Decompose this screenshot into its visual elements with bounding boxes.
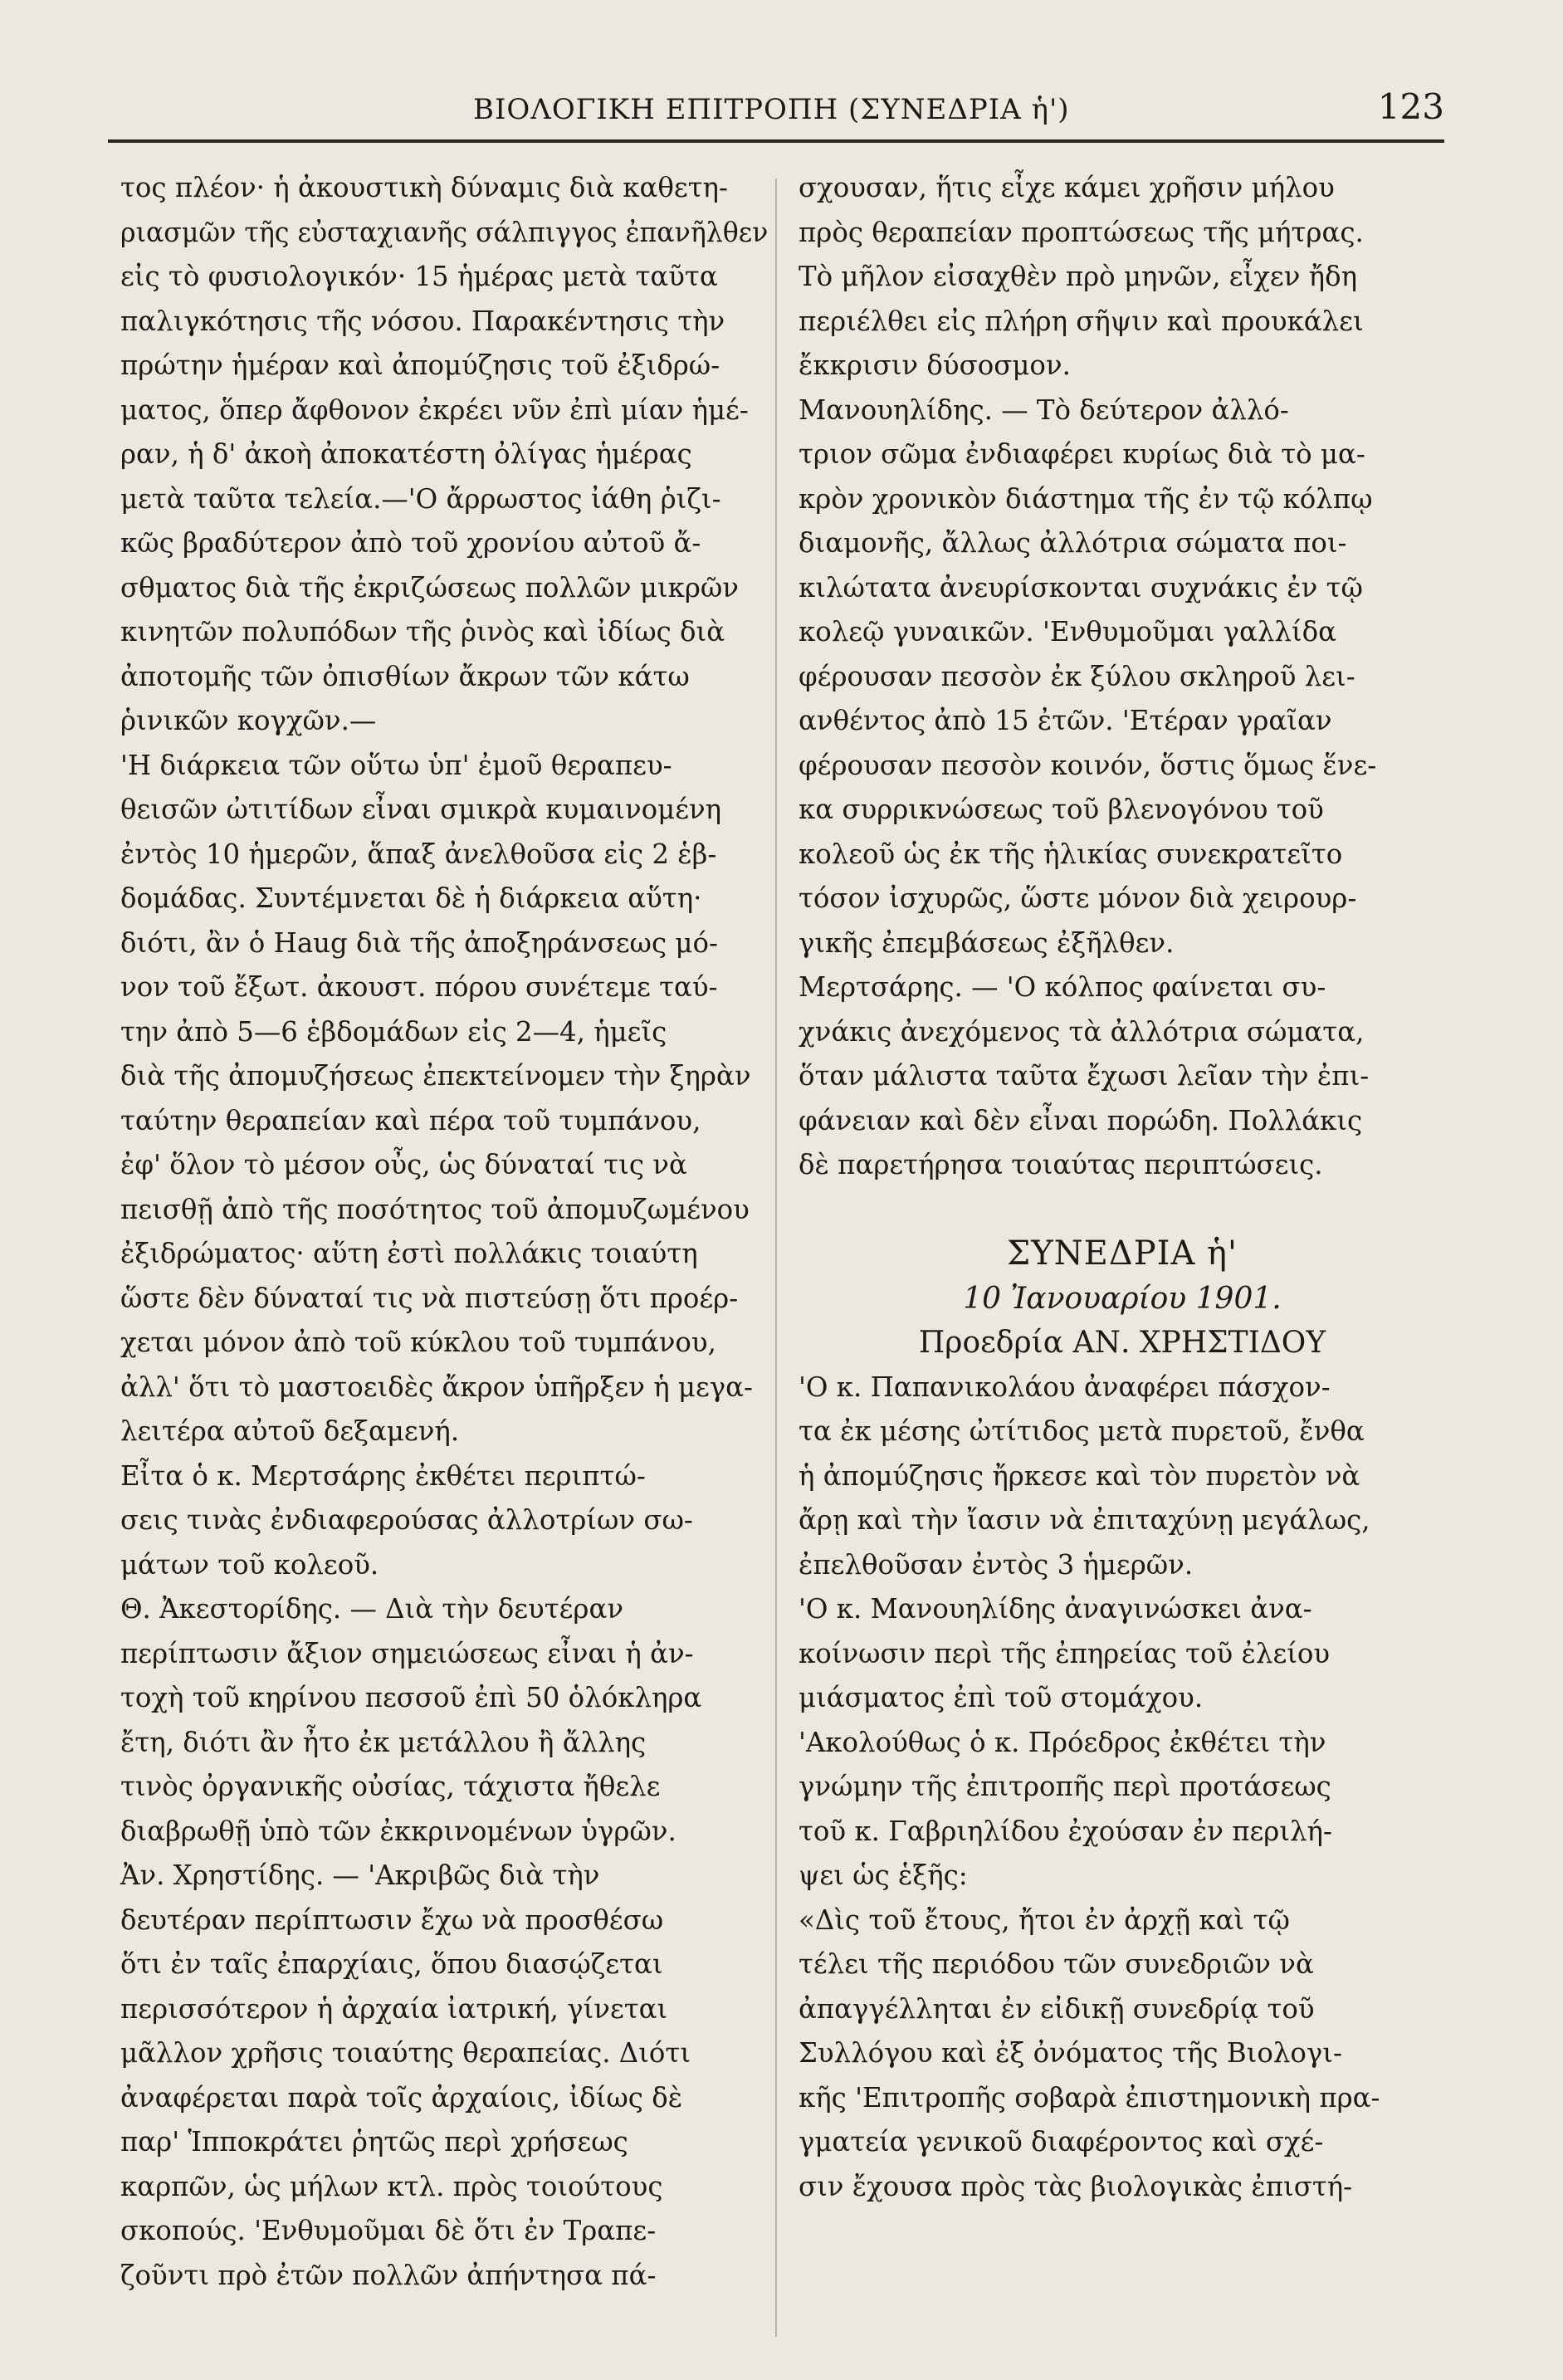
text-line: σκοπούς. 'Ενθυμοῦμαι δὲ ὅτι ἐν Τραπε-: [120, 2215, 657, 2246]
spacer: [799, 1188, 1446, 1233]
session-date: 10 Ἰανουαρίου 1901.: [963, 1281, 1282, 1316]
text-line: κολεοῦ ὡς ἐκ τῆς ἡλικίας συνεκρατεῖτο: [799, 838, 1343, 870]
text-line: ταύτην θεραπείαν καὶ πέρα τοῦ τυμπάνου,: [120, 1104, 701, 1136]
text-line: περισσότερον ἡ ἀρχαία ἰατρική, γίνεται: [120, 1992, 668, 2025]
text-line: διαβρωθῇ ὑπὸ τῶν ἐκκρινομένων ὑγρῶν.: [120, 1815, 676, 1847]
text-line: 'Ο κ. Μανουηλίδης ἀναγινώσκει ἀνα-: [799, 1593, 1312, 1625]
text-line: σεις τινὰς ἐνδιαφερούσας ἀλλοτρίων σω-: [120, 1504, 693, 1536]
text-line: φέρουσαν πεσσὸν ἐκ ξύλου σκληροῦ λει-: [799, 660, 1355, 692]
text-line: ἔτη, διότι ἂν ἦτο ἐκ μετάλλου ἢ ἄλλης: [120, 1726, 647, 1758]
text-line: Εἶτα ὁ κ. Μερτσάρης ἐκθέτει περιπτώ-: [120, 1459, 646, 1492]
page-number: 123: [1377, 86, 1444, 127]
text-line: πρώτην ἡμέραν καὶ ἀπομύζησις τοῦ ἐξιδρώ-: [120, 349, 720, 381]
text-line: ἔκκρισιν δύσοσμον.: [799, 349, 1071, 381]
text-line: τριον σῶμα ἐνδιαφέρει κυρίως διὰ τὸ μα-: [799, 438, 1365, 470]
text-line: χεται μόνον ἀπὸ τοῦ κύκλου τοῦ τυμπάνου,: [120, 1327, 716, 1358]
text-line: κρὸν χρονικὸν διάστημα τῆς ἐν τῷ κόλπῳ: [799, 482, 1373, 515]
text-line: ὥστε δὲν δύναταί τις νὰ πιστεύσῃ ὅτι προέρ-: [120, 1282, 739, 1314]
text-line: γματεία γενικοῦ διαφέροντος καὶ σχέ-: [799, 2126, 1324, 2158]
text-line: ριασμῶν τῆς εὐσταχιανῆς σάλπιγγος ἐπανῆλθεν: [120, 216, 769, 248]
text-line: πρὸς θεραπείαν προπτώσεως τῆς μήτρας.: [799, 216, 1364, 248]
text-line: τος πλέον· ἡ ἀκουστικὴ δύναμις διὰ καθετη-: [120, 172, 728, 203]
text-line: τοχὴ τοῦ κηρίνου πεσσοῦ ἐπὶ 50 ὁλόκληρα: [120, 1682, 702, 1713]
text-line: τέλει τῆς περιόδου τῶν συνεδριῶν νὰ: [799, 1948, 1314, 1980]
text-line: ανθέντος ἀπὸ 15 ἐτῶν. 'Ετέραν γραῖαν: [799, 705, 1332, 736]
text-line: [120, 2298, 768, 2343]
text-line: μάτων τοῦ κολεοῦ.: [120, 1548, 379, 1581]
text-line: νον τοῦ ἔξωτ. ἀκουστ. πόρου συνέτεμε ταύ-: [120, 971, 718, 1003]
text-line: την ἀπὸ 5—6 ἑβδομάδων εἰς 2—4, ἡμεῖς: [120, 1015, 667, 1048]
text-line: Μερτσάρης. — 'Ο κόλπος φαίνεται συ-: [799, 971, 1326, 1003]
header-rule: [108, 139, 1444, 143]
text-line: Συλλόγου καὶ ἐξ ὀνόματος τῆς Βιολογι-: [799, 2037, 1342, 2069]
text-line: τοῦ κ. Γαβριηλίδου ἐχούσαν ἐν περιλή-: [799, 1815, 1332, 1847]
text-line: φέρουσαν πεσσὸν κοινόν, ὅστις ὅμως ἕνε-: [799, 749, 1377, 781]
presidency-line: Προεδρία ΑΝ. ΧΡΗΣΤΙΔΟΥ: [918, 1326, 1326, 1360]
text-line: σιν ἔχουσα πρὸς τὰς βιολογικὰς ἐπιστή-: [799, 2170, 1353, 2202]
text-line: τινὸς ὀργανικῆς οὐσίας, τάχιστα ἤθελε: [120, 1771, 661, 1802]
text-line: θεισῶν ὠτιτίδων εἶναι σμικρὰ κυμαινομένη: [120, 794, 722, 825]
text-line: λειτέρα αὐτοῦ δεξαμενή.: [120, 1415, 460, 1447]
text-line: ἐπελθοῦσαν ἐντὸς 3 ἡμερῶν.: [799, 1548, 1194, 1581]
left-column: [120, 166, 768, 2343]
text-line: δευτέραν περίπτωσιν ἔχω νὰ προσθέσω: [120, 1904, 664, 1936]
text-line: διὰ τῆς ἀπομυζήσεως ἐπεκτείνομεν τὴν ξηρὰν: [120, 1060, 751, 1092]
text-line: πεισθῇ ἀπὸ τῆς ποσότητος τοῦ ἀπομυζωμένου: [120, 1193, 750, 1225]
text-line: διότι, ἂν ὁ Haug διὰ τῆς ἀποξηράνσεως μό-: [120, 926, 718, 959]
text-line: ψει ὡς ἑξῆς:: [799, 1860, 968, 1891]
text-line: περίπτωσιν ἄξιον σημειώσεως εἶναι ἡ ἀν-: [120, 1637, 694, 1669]
text-line: καρπῶν, ὡς μήλων κτλ. πρὸς τοιούτους: [120, 2170, 663, 2202]
text-line: κα συρρικνώσεως τοῦ βλενογόνου τοῦ: [799, 794, 1324, 825]
text-line: ἐντὸς 10 ἡμερῶν, ἅπαξ ἀνελθοῦσα εἰς 2 ἑβ-: [120, 838, 717, 870]
text-line: Μανουηλίδης. — Τὸ δεύτερον ἀλλό-: [799, 393, 1289, 426]
text-line: ἀπαγγέλληται ἐν εἰδικῇ συνεδρίᾳ τοῦ: [799, 1992, 1315, 2025]
right-column-text: [799, 166, 1446, 2209]
text-line: 'Η διάρκεια τῶν οὕτω ὑπ' ἐμοῦ θεραπευ-: [120, 749, 672, 781]
text-line: φάνειαν καὶ δὲν εἶναι πορώδη. Πολλάκις: [799, 1104, 1363, 1136]
text-line: ὅταν μάλιστα ταῦτα ἔχωσι λεῖαν τὴν ἐπι-: [799, 1060, 1370, 1092]
text-line: ἀποτομῆς τῶν ὀπισθίων ἄκρων τῶν κάτω: [120, 660, 690, 692]
text-line: μᾶλλον χρῆσις τοιαύτης θεραπείας. Διότι: [120, 2037, 691, 2069]
text-line: κιλώτατα ἀνευρίσκονται συχνάκις ἐν τῷ: [799, 571, 1363, 604]
text-line: ὅτι ἐν ταῖς ἐπαρχίαις, ὅπου διασῴζεται: [120, 1948, 663, 1980]
text-line: σχουσαν, ἥτις εἶχε κάμει χρῆσιν μήλου: [799, 172, 1335, 203]
text-line: ἡ ἀπομύζησις ἤρκεσε καὶ τὸν πυρετὸν νὰ: [799, 1459, 1360, 1492]
text-line: ἐξιδρώματος· αὕτη ἐστὶ πολλάκις τοιαύτη: [120, 1238, 698, 1269]
text-line: μετὰ ταῦτα τελεία.—'Ο ἄρρωστος ἰάθη ῥιζι-: [120, 482, 721, 515]
text-line: δὲ παρετήρησα τοιαύτας περιπτώσεις.: [799, 1149, 1323, 1180]
text-line: παλιγκότησις τῆς νόσου. Παρακέντησις τὴν: [120, 305, 725, 337]
text-line: κοίνωσιν περὶ τῆς ἐπηρείας τοῦ ἐλείου: [799, 1637, 1331, 1669]
text-line: δομάδας. Συντέμνεται δὲ ἡ διάρκεια αὕτη·: [120, 882, 702, 914]
text-line: κολεῷ γυναικῶν. 'Ενθυμοῦμαι γαλλίδα: [799, 616, 1336, 648]
text-line: ἀλλ' ὅτι τὸ μαστοειδὲς ἄκρον ὑπῆρξεν ἡ μεγα-: [120, 1371, 753, 1403]
text-line: «Δὶς τοῦ ἔτους, ἤτοι ἐν ἀρχῇ καὶ τῷ: [799, 1904, 1290, 1936]
text-line: περιέλθει εἰς πλήρη σῆψιν καὶ προυκάλει: [799, 305, 1364, 337]
text-line: κῶς βραδύτερον ἀπὸ τοῦ χρονίου αὐτοῦ ἄ-: [120, 527, 701, 559]
text-line: ἄρῃ καὶ τὴν ἴασιν νὰ ἐπιταχύνῃ μεγάλως,: [799, 1504, 1370, 1536]
text-line: κῆς 'Επιτροπῆς σοβαρὰ ἐπιστημονικὴ πρα-: [799, 2081, 1380, 2114]
text-line: 'Ακολούθως ὁ κ. Πρόεδρος ἐκθέτει τὴν: [799, 1726, 1326, 1758]
text-line: Ἀν. Χρηστίδης. — 'Ακριβῶς διὰ τὴν: [120, 1860, 600, 1891]
right-column: [799, 166, 1446, 2209]
text-line: γνώμην τῆς ἐπιτροπῆς περὶ προτάσεως: [799, 1771, 1331, 1802]
text-line: ζοῦντι πρὸ ἐτῶν πολλῶν ἀπήντησα πά-: [120, 2259, 657, 2291]
text-line: γικῆς ἐπεμβάσεως ἐξῆλθεν.: [799, 926, 1175, 959]
text-line: 'Ο κ. Παπανικολάου ἀναφέρει πάσχον-: [799, 1371, 1331, 1403]
text-line: ῥινικῶν κογχῶν.—: [120, 705, 377, 736]
text-line: Θ. Ἀκεστορίδης. — Διὰ τὴν δευτέραν: [120, 1593, 624, 1625]
text-line: σθματος διὰ τῆς ἐκριζώσεως πολλῶν μικρῶν: [120, 571, 739, 604]
text-line: παρ' Ἱπποκράτει ῥητῶς περὶ χρήσεως: [120, 2126, 628, 2158]
text-line: Τὸ μῆλον εἰσαχθὲν πρὸ μηνῶν, εἶχεν ἤδη: [799, 261, 1357, 292]
text-line: ματος, ὅπερ ἄφθονον ἐκρέει νῦν ἐπὶ μίαν ἡμέ-: [120, 393, 749, 426]
session-title: ΣΥΝΕΔΡΙΑ ἡ': [1006, 1234, 1238, 1273]
left-column-text: [120, 166, 768, 2343]
text-line: ἐφ' ὅλον τὸ μέσον οὖς, ὡς δύναταί τις νὰ: [120, 1149, 687, 1180]
running-head: ΒΙΟΛΟΓΙΚΗ ΕΠΙΤΡΟΠΗ (ΣΥΝΕΔΡΙΑ ἡ'): [473, 93, 1070, 126]
text-line: ἀναφέρεται παρὰ τοῖς ἀρχαίοις, ἰδίως δὲ: [120, 2081, 683, 2114]
text-line: ραν, ἡ δ' ἀκοὴ ἀποκατέστη ὀλίγας ἡμέρας: [120, 438, 692, 470]
text-line: κινητῶν πολυπόδων τῆς ῥινὸς καὶ ἰδίως διὰ: [120, 616, 725, 648]
text-line: τόσον ἰσχυρῶς, ὥστε μόνον διὰ χειρουρ-: [799, 882, 1357, 914]
column-divider: [775, 178, 777, 2337]
text-line: διαμονῆς, ἄλλως ἀλλότρια σώματα ποι-: [799, 527, 1347, 559]
text-line: χνάκις ἀνεχόμενος τὰ ἀλλότρια σώματα,: [799, 1015, 1365, 1048]
text-line: τα ἐκ μέσης ὠτίτιδος μετὰ πυρετοῦ, ἔνθα: [799, 1415, 1365, 1447]
text-line: μιάσματος ἐπὶ τοῦ στομάχου.: [799, 1682, 1204, 1713]
text-line: εἰς τὸ φυσιολογικόν· 15 ἡμέρας μετὰ ταῦτα: [120, 261, 718, 292]
